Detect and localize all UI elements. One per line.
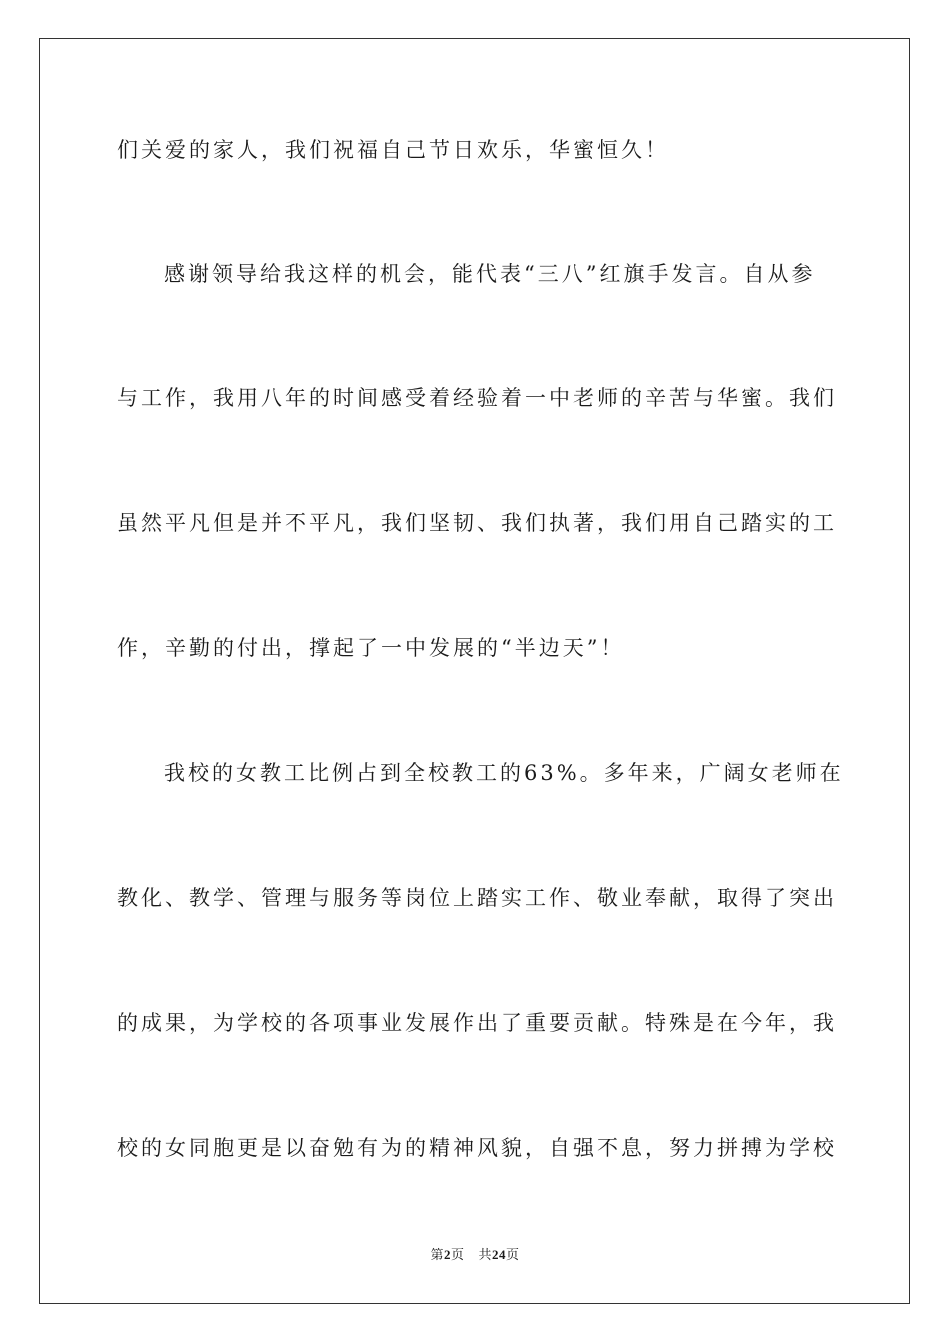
text-line: 教化、教学、管理与服务等岗位上踏实工作、敬业奉献，取得了突出 bbox=[117, 886, 837, 910]
page-prefix: 第 bbox=[430, 1248, 444, 1263]
text-line: 们关爱的家人，我们祝福自己节日欢乐，华蜜恒久！ bbox=[117, 138, 669, 162]
text-line: 作，辛勤的付出，撑起了一中发展的“半边天”！ bbox=[117, 636, 625, 660]
page-footer bbox=[0, 1247, 950, 1264]
total-suffix: 页 bbox=[506, 1248, 520, 1263]
text-line: 与工作，我用八年的时间感受着经验着一中老师的辛苦与华蜜。我们 bbox=[117, 386, 837, 410]
page-suffix: 页 bbox=[450, 1248, 465, 1263]
total-pages: 24 bbox=[492, 1247, 507, 1262]
text-line: 虽然平凡但是并不平凡，我们坚韧、我们执著，我们用自己踏实的工 bbox=[117, 511, 837, 535]
paragraph-first-line: 我校的女教工比例占到全校教工的63%。多年来，广阔女老师在 bbox=[164, 761, 844, 785]
total-prefix: 共 bbox=[478, 1248, 493, 1263]
page-border bbox=[39, 38, 910, 1304]
text-line: 的成果，为学校的各项事业发展作出了重要贡献。特殊是在今年，我 bbox=[117, 1011, 837, 1035]
paragraph-first-line: 感谢领导给我这样的机会，能代表“三八”红旗手发言。自从参 bbox=[164, 262, 816, 286]
text-line: 校的女同胞更是以奋勉有为的精神风貌，自强不息，努力拼搏为学校 bbox=[117, 1136, 837, 1160]
page-number: 2 bbox=[443, 1247, 451, 1262]
